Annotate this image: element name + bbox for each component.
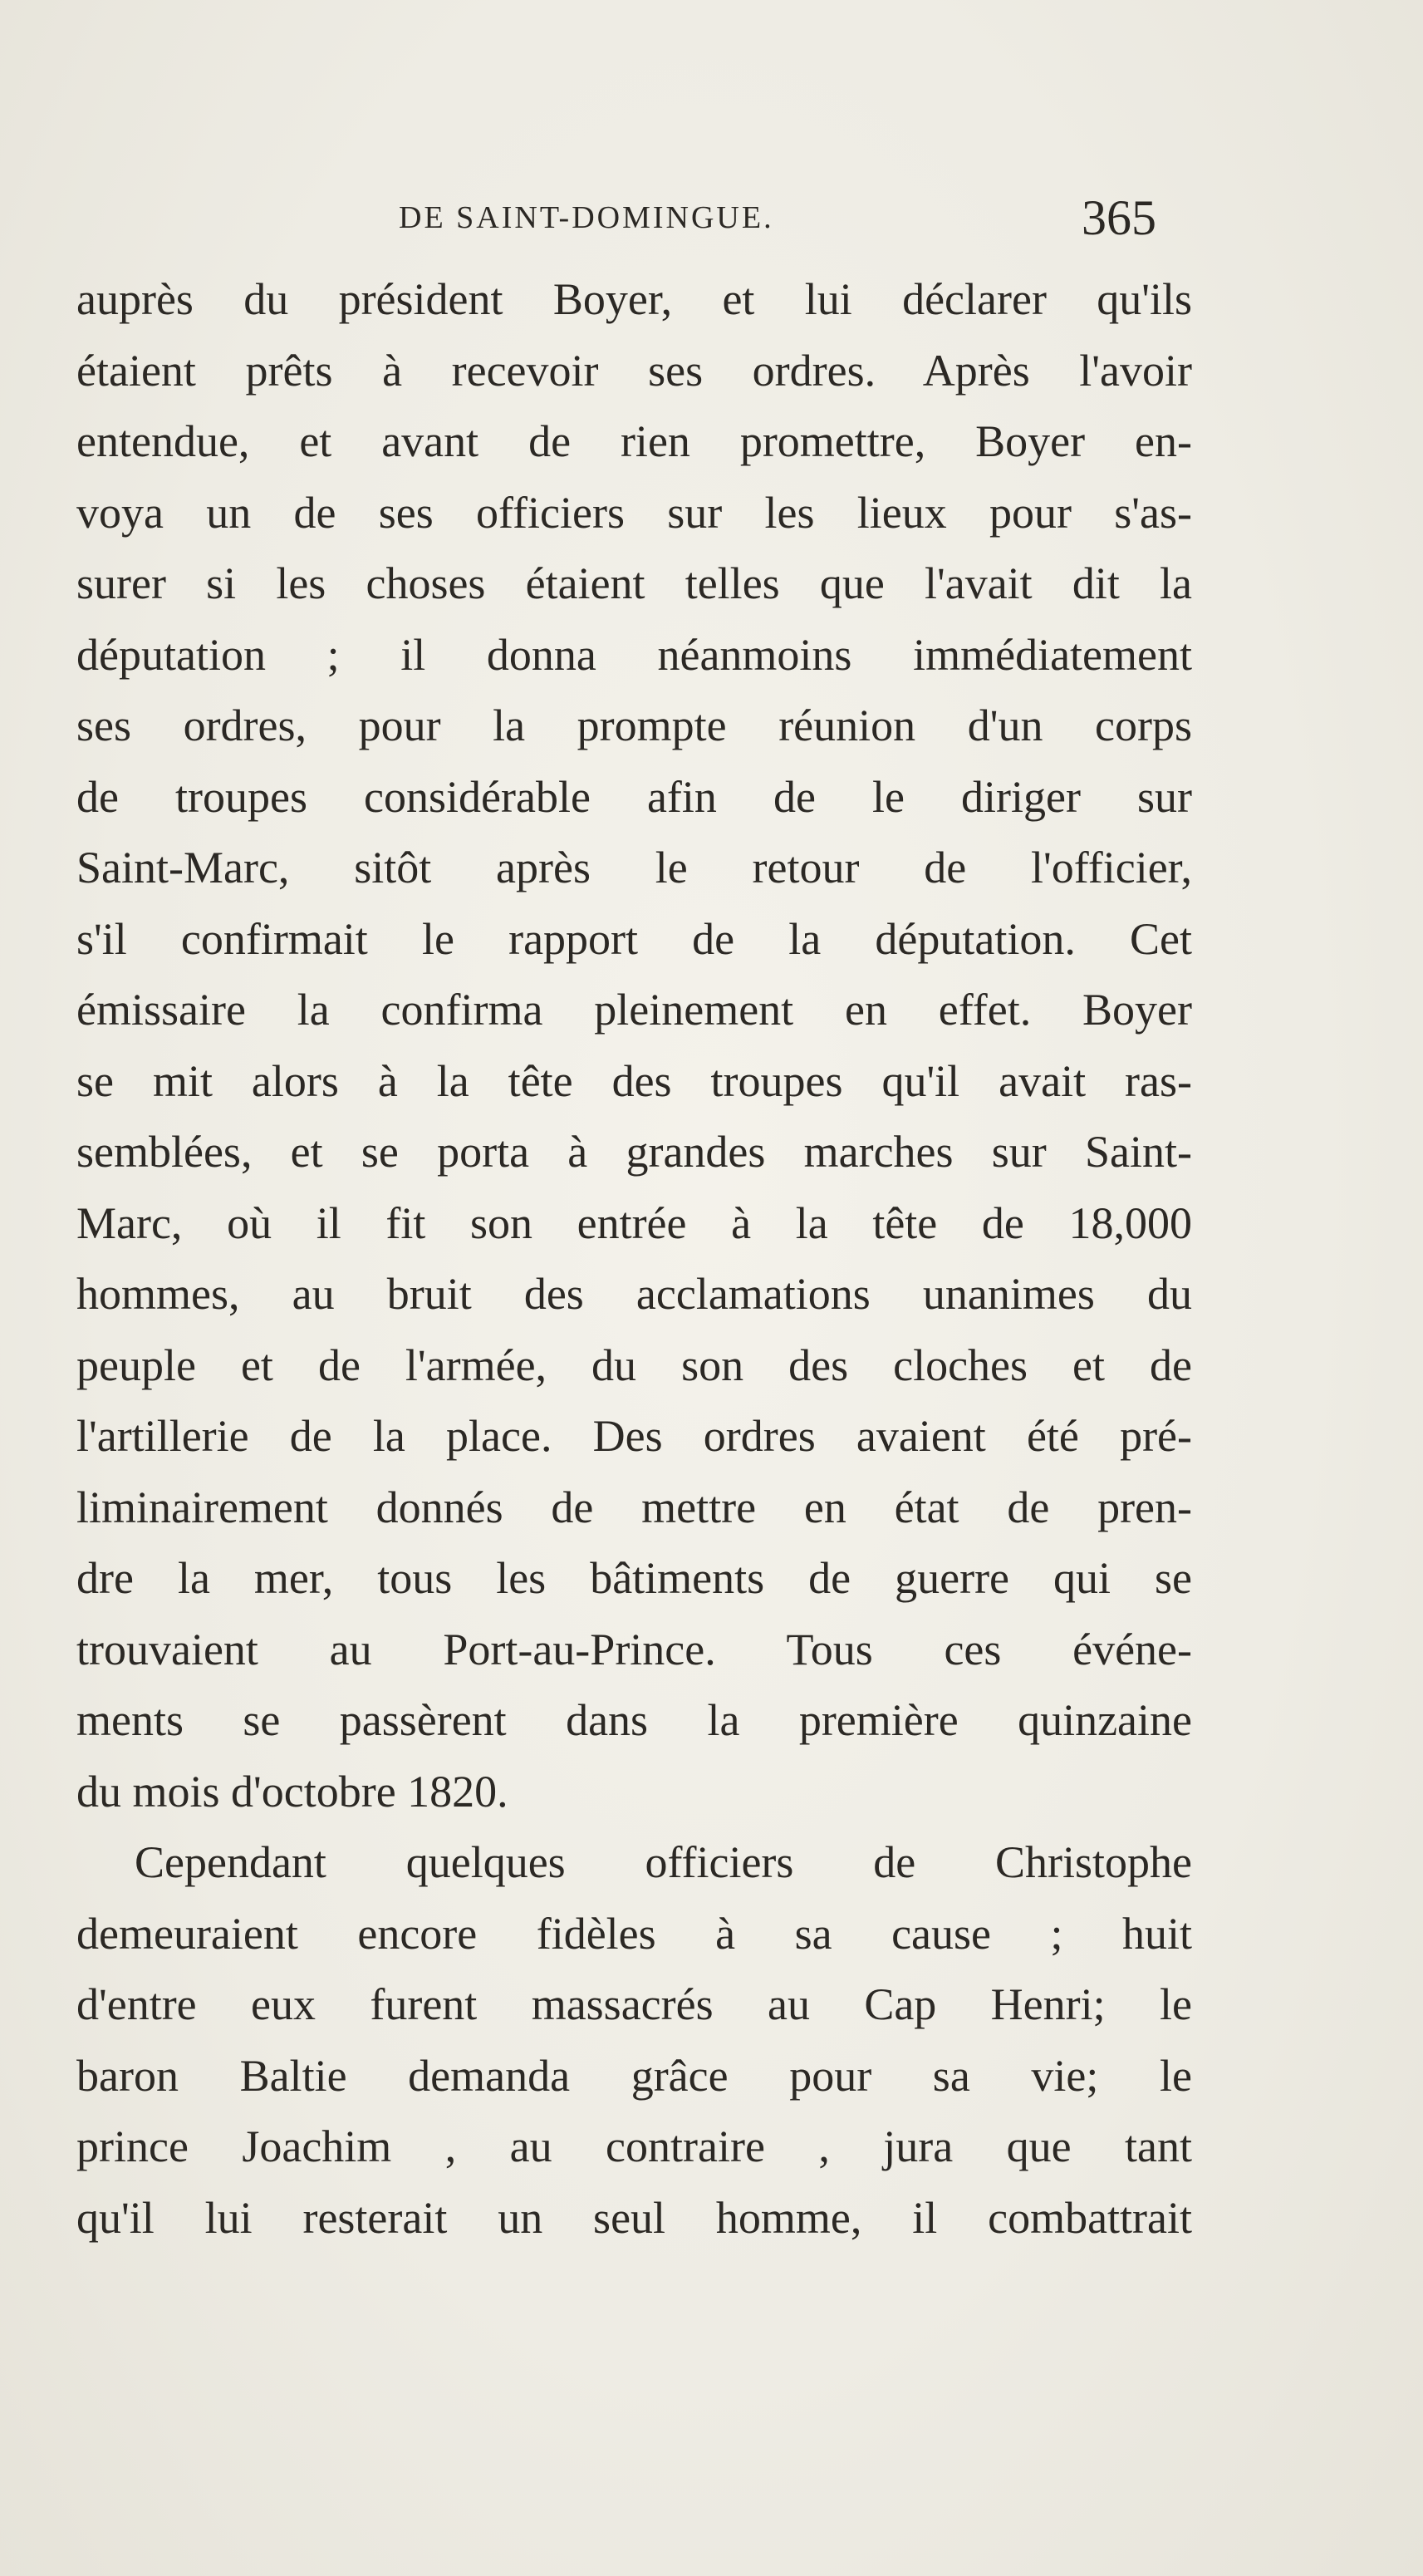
page-header (0, 189, 1423, 256)
text-line: ments se passèrent dans la première quinzaine (76, 1695, 1192, 1745)
page-number: 365 (1082, 190, 1156, 245)
text-line: trouvaient au Port-au-Prince. Tous ces événe- (76, 1624, 1192, 1674)
text-line: s'il confirmait le rapport de la députation. Cet (76, 913, 1192, 964)
text-line: du mois d'octobre 1820. (76, 1766, 508, 1816)
text-line: semblées, et se porta à grandes marches sur Saint- (76, 1127, 1192, 1177)
text-line: se mit alors à la tête des troupes qu'il avait ras- (76, 1055, 1192, 1106)
text-line: hommes, au bruit des acclamations unanimes du (76, 1269, 1192, 1319)
text-line: demeuraient encore fidèles à sa cause ; huit (76, 1908, 1192, 1959)
text-line: de troupes considérable afin de le diriger sur (76, 771, 1192, 822)
text-line: surer si les choses étaient telles que l'avait dit la (76, 558, 1192, 608)
paragraph-2 (76, 1827, 1192, 2254)
running-head: DE SAINT-DOMINGUE. (399, 200, 774, 235)
text-line: voya un de ses officiers sur les lieux pour s'as- (76, 487, 1192, 538)
text-line: Cependant quelques officiers de Christophe (135, 1837, 1192, 1887)
text-line: entendue, et avant de rien promettre, Boyer en- (76, 416, 1192, 466)
text-line: ses ordres, pour la prompte réunion d'un corps (76, 701, 1192, 750)
text-line: députation ; il donna néanmoins immédiatement (76, 629, 1192, 680)
text-line: Saint-Marc, sitôt après le retour de l'officier, (76, 843, 1192, 892)
body-text (76, 264, 1192, 2254)
text-line: liminairement donnés de mettre en état de pren- (76, 1482, 1192, 1532)
text-line: d'entre eux furent massacrés au Cap Henri; le (76, 1979, 1192, 2029)
text-line: auprès du président Boyer, et lui déclarer qu'ils (76, 274, 1192, 324)
text-line: l'artillerie de la place. Des ordres avaient été pré- (76, 1411, 1192, 1461)
text-line: qu'il lui resterait un seul homme, il combattrait (76, 2192, 1192, 2243)
text-line: prince Joachim , au contraire , jura que tant (76, 2121, 1192, 2171)
text-line: baron Baltie demanda grâce pour sa vie; le (76, 2050, 1192, 2101)
text-line: peuple et de l'armée, du son des cloches et de (76, 1340, 1192, 1390)
paragraph-1 (76, 264, 1192, 1827)
text-line: étaient prêts à recevoir ses ordres. Après l'avoir (76, 345, 1192, 396)
text-line: émissaire la confirma pleinement en effet. Boyer (76, 985, 1192, 1035)
text-line: dre la mer, tous les bâtiments de guerre qui se (76, 1553, 1192, 1603)
text-line: Marc, où il fit son entrée à la tête de 18,000 (76, 1197, 1192, 1248)
